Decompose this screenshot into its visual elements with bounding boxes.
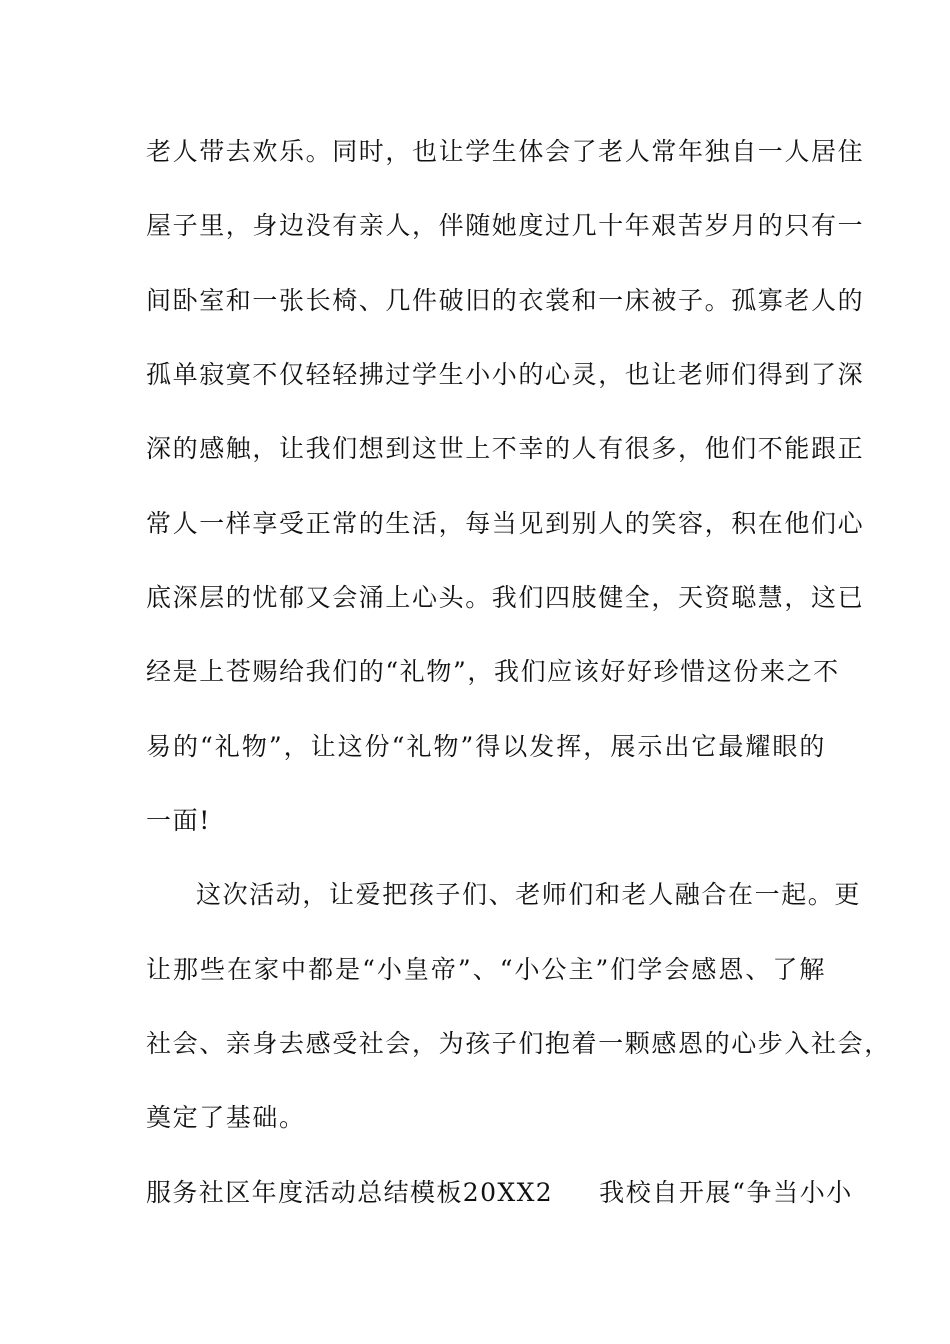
- paragraph-line: 常人一样享受正常的生活，每当见到别人的笑容，积在他们心: [146, 509, 865, 538]
- paragraph-line: 深的感触，让我们想到这世上不幸的人有很多，他们不能跟正: [146, 434, 865, 463]
- section-title: 服务社区年度活动总结模板20XX2: [146, 1178, 554, 1207]
- paragraph-line: 易的“礼物”，让这份“礼物”得以发挥，展示出它最耀眼的: [146, 732, 826, 761]
- paragraph-line: 一面!: [146, 806, 211, 835]
- paragraph-line: 屋子里，身边没有亲人，伴随她度过几十年艰苦岁月的只有一: [146, 211, 865, 240]
- paragraph-line: 底深层的忧郁又会涌上心头。我们四肢健全，天资聪慧，这已: [146, 583, 865, 612]
- section-continuation: 我校自开展“争当小小: [599, 1178, 853, 1207]
- paragraph-line: 奠定了基础。: [146, 1103, 306, 1132]
- paragraph-line: 孤单寂寞不仅轻轻拂过学生小小的心灵，也让老师们得到了深: [146, 360, 865, 389]
- next-section-line: [146, 1178, 853, 1208]
- paragraph-line: 让那些在家中都是“小皇帝”、“小公主”们学会感恩、了解: [146, 955, 826, 984]
- paragraph-line: 老人带去欢乐。同时，也让学生体会了老人常年独自一人居住: [146, 137, 865, 166]
- paragraph-line: 社会、亲身去感受社会，为孩子们抱着一颗感恩的心步入社会，: [146, 1029, 891, 1058]
- paragraph-line: 经是上苍赐给我们的“礼物”，我们应该好好珍惜这份来之不: [146, 657, 840, 686]
- paragraph-line: 这次活动，让爱把孩子们、老师们和老人融合在一起。更: [196, 880, 862, 909]
- paragraph-line: 间卧室和一张长椅、几件破旧的衣裳和一床被子。孤寡老人的: [146, 286, 865, 315]
